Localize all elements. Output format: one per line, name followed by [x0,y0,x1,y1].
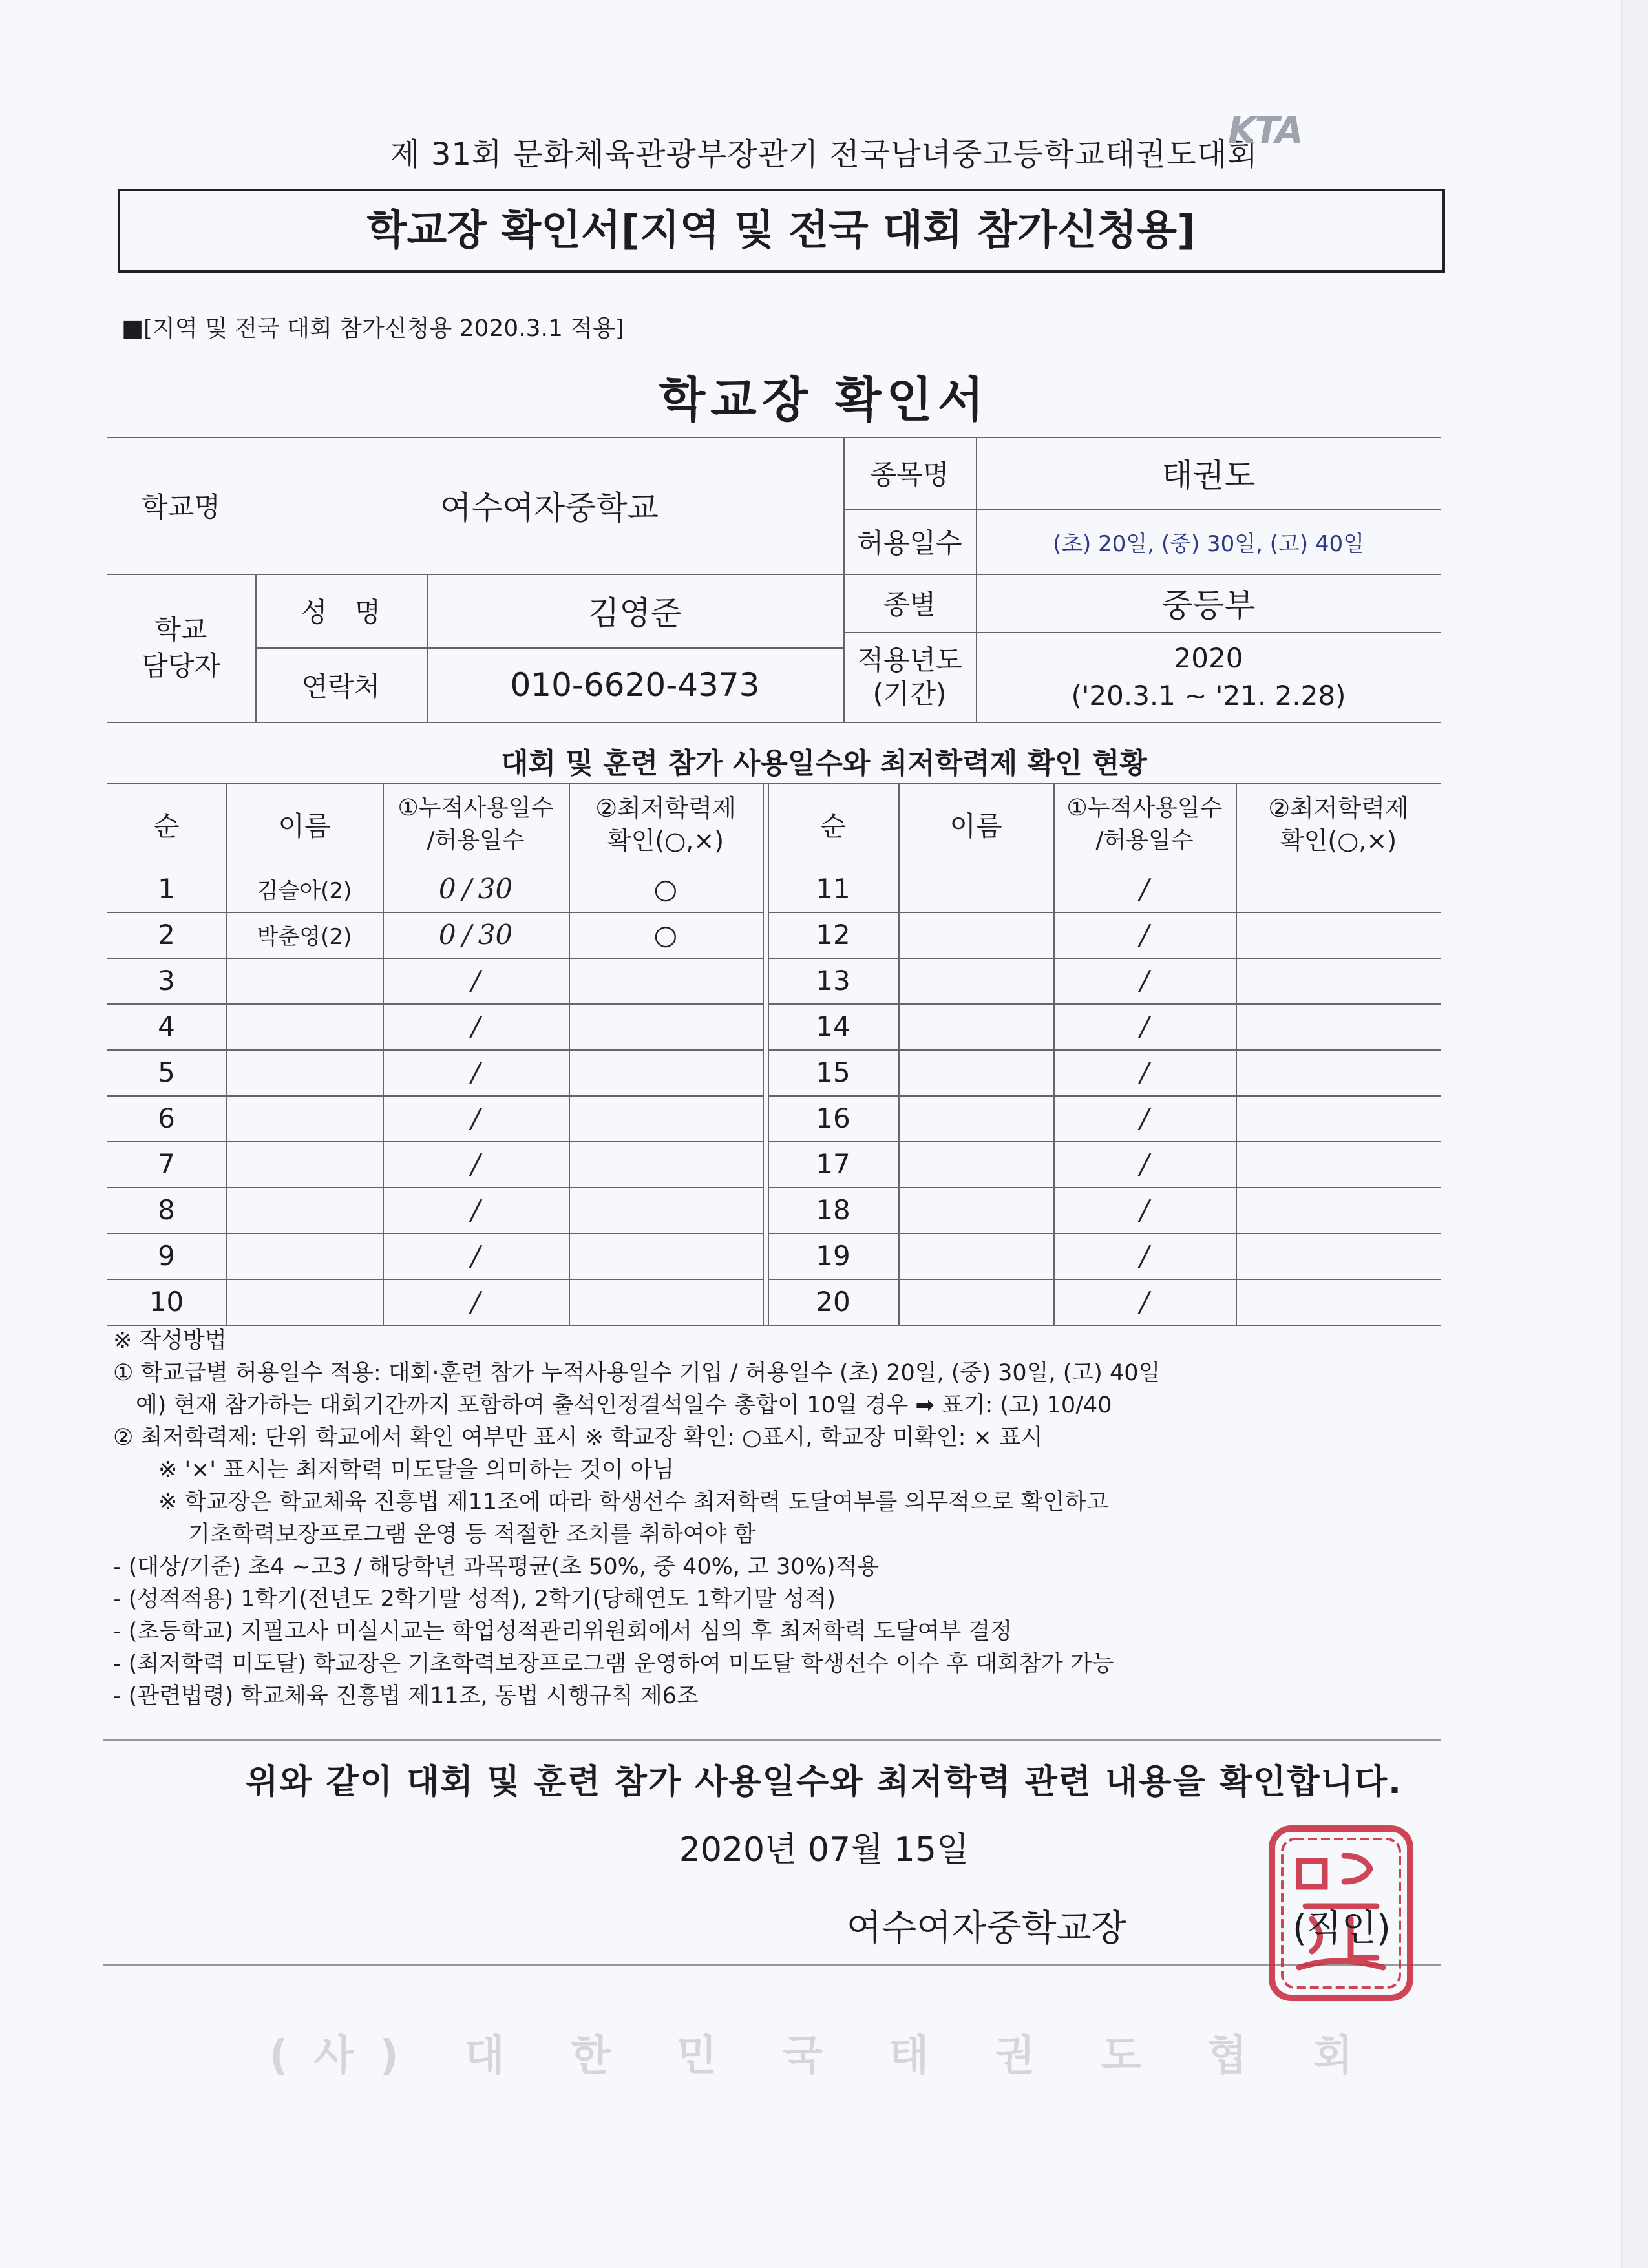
instruction-line: ② 최저학력제: 단위 학교에서 확인 여부만 표시 ※ 학교장 확인: ○표시, 학교장 미확인: × 표시 [113,1425,1043,1451]
student-name: 박춘영(2) [257,924,352,950]
header-name-right: 이름 [949,810,1002,842]
row-number: 8 [158,1194,175,1226]
academic-check [569,1049,763,1095]
used-allowed-days [1053,1095,1236,1141]
row-number: 13 [816,965,850,996]
instruction-line: - (초등학교) 지필고사 미실시교는 학업성적관리위원회에서 심의 후 최저학력 도달여부 결정 [113,1619,1013,1644]
row-number: 20 [816,1286,850,1318]
association-name: (사) 대 한 민 국 태 권 도 협 회 [269,2032,1379,2080]
academic-check [1236,1003,1441,1049]
school-manager-label: 학교 담당자 [142,613,220,682]
writing-instructions [113,1325,1503,1712]
used-allowed-days [383,1003,569,1049]
used-allowed-days [1053,1141,1236,1187]
applied-year-value: 2020 [1174,642,1243,674]
division-label: 종별 [883,589,936,620]
instruction-line: - (성적적용) 1학기(전년도 2학기말 성적), 2학기(당해연도 1학기말 성적) [113,1586,836,1612]
academic-check [1236,1095,1441,1141]
row-number: 11 [816,873,850,905]
academic-check [1236,1187,1441,1233]
signed-date: 2020년 07월 15일 [679,1831,969,1869]
slash-separator: / [470,1148,481,1180]
header-no-right: 순 [819,810,847,842]
student-name [898,1049,1053,1095]
used-allowed-days [1053,1049,1236,1095]
row-number: 19 [816,1240,850,1272]
instruction-line: 예) 현재 참가하는 대회기간까지 포함하여 출석인정결석일수 총합이 10일 경우 ➡ 표기: (고) 10/40 [113,1392,1112,1418]
academic-check [569,1233,763,1279]
row-number: 5 [158,1056,175,1088]
student-name [898,1095,1053,1141]
used-allowed-days [383,1095,569,1141]
row-number: 1 [158,873,175,905]
slash-separator: / [470,1240,481,1272]
manager-name-label: 성 명 [301,596,381,628]
event-title: 제 31회 문화체육관광부장관기 전국남녀중고등학교태권도대회 [390,136,1258,173]
school-name-value: 여수여자중학교 [439,489,659,527]
student-name [226,1141,383,1187]
academic-check [569,1095,763,1141]
row-number: 9 [158,1240,175,1272]
slash-separator: / [1139,873,1150,905]
instruction-line: - (최저학력 미도달) 학교장은 기초학력보장프로그램 운영하여 미도달 학생선수 이수 후 대회참가 가능 [113,1651,1114,1677]
event-name-value: 태권도 [1161,457,1256,494]
academic-check [1236,1279,1441,1325]
header-no-left: 순 [153,810,180,842]
row-number: 6 [158,1102,175,1134]
used-allowed-days [383,1141,569,1187]
slash-separator: / [1139,1056,1150,1088]
row-number: 2 [158,919,175,950]
student-name [226,958,383,1003]
slash-separator: / [470,1011,481,1042]
academic-check [1236,1049,1441,1095]
instructions-heading: ※ 작성방법 [113,1328,227,1354]
allowed-days-label: 허용일수 [857,527,962,559]
instruction-line: - (대상/기준) 초4 ~고3 / 해당학년 과목평균(초 50%, 중 40%, 고 30%)적용 [113,1554,880,1580]
academic-check [1236,958,1441,1003]
instruction-line: ① 학교급별 허용일수 적용: 대회·훈련 참가 누적사용일수 기입 / 허용일수 (초) 20일, (중) 30일, (고) 40일 [113,1360,1161,1386]
used-allowed-days [1053,1003,1236,1049]
academic-check [569,958,763,1003]
academic-check [569,1279,763,1325]
header-academic-right: ②최저학력제 확인(○,×) [1268,794,1409,855]
manager-name-value: 김영준 [588,594,682,632]
academic-check [1236,912,1441,958]
header-days-left: ①누적사용일수 /허용일수 [397,795,554,854]
academic-check [569,1187,763,1233]
slash-separator: / [470,1102,481,1134]
student-name [898,1279,1053,1325]
student-name [226,1279,383,1325]
row-number: 4 [158,1011,175,1042]
academic-check [1236,866,1441,912]
student-name [898,1233,1053,1279]
row-number: 15 [816,1056,850,1088]
slash-separator: / [462,919,472,950]
used-allowed-days [383,912,569,958]
allowed-days: 30 [478,919,513,950]
kta-logo: KTA [1228,110,1302,152]
confirmation-statement: 위와 같이 대회 및 훈련 참가 사용일수와 최저학력 관련 내용을 확인합니다. [246,1763,1402,1801]
student-name [226,1049,383,1095]
event-name-label: 종목명 [870,459,949,490]
official-seal-note: (직인) [1293,1907,1391,1949]
header-academic-left: ②최저학력제 확인(○,×) [595,794,736,855]
student-name [898,1141,1053,1187]
slash-separator: / [1139,1194,1150,1226]
student-name [226,1095,383,1141]
used-allowed-days [383,1049,569,1095]
status-title: 대회 및 훈련 참가 사용일수와 최저학력제 확인 현황 [501,747,1147,780]
instruction-line: ※ '×' 표시는 최저학력 미도달을 의미하는 것이 아님 [113,1457,675,1483]
used-allowed-days [1053,912,1236,958]
slash-separator: / [470,1286,481,1318]
slash-separator: / [1139,1240,1150,1272]
row-number: 10 [149,1286,184,1318]
used-days: 0 [438,873,456,905]
applicable-note: ■[지역 및 전국 대회 참가신청용 2020.3.1 적용] [121,315,624,342]
slash-separator: / [1139,1286,1150,1318]
slash-separator: / [1139,1011,1150,1042]
contact-value: 010-6620-4373 [510,666,760,704]
slash-separator: / [470,1194,481,1226]
row-number: 17 [816,1148,850,1180]
applied-year-label: 적용년도 (기간) [857,644,962,709]
academic-check [569,1141,763,1187]
academic-check [569,1003,763,1049]
student-name [226,1187,383,1233]
academic-check [1236,1141,1441,1187]
student-name [226,1003,383,1049]
row-number: 7 [158,1148,175,1180]
student-name [898,1187,1053,1233]
slash-separator: / [470,965,481,996]
used-allowed-days [1053,958,1236,1003]
used-allowed-days [383,1187,569,1233]
header-name-left: 이름 [278,810,331,842]
used-allowed-days [1053,1233,1236,1279]
paper-edge [1621,0,1648,2268]
applied-period-value: ('20.3.1 ~ '21. 2.28) [1071,679,1346,711]
school-name-label: 학교명 [142,491,220,523]
student-name [898,912,1053,958]
student-name [898,958,1053,1003]
slash-separator: / [1139,1148,1150,1180]
instruction-line: ※ 학교장은 학교체육 진흥법 제11조에 따라 학생선수 최저학력 도달여부를 의무적으로 확인하고 [113,1489,1108,1515]
used-allowed-days [383,1233,569,1279]
principal-title: 여수여자중학교장 [847,1907,1126,1949]
row-number: 16 [816,1102,850,1134]
allowed-days-value: (초) 20일, (중) 30일, (고) 40일 [1052,530,1365,557]
row-number: 14 [816,1011,850,1042]
used-allowed-days [1053,1279,1236,1325]
slash-separator: / [470,1056,481,1088]
used-allowed-days [383,958,569,1003]
contact-label: 연락처 [301,670,381,702]
student-name [226,1233,383,1279]
applied-year-cell [976,632,1441,722]
main-title: 학교장 확인서 [659,372,989,428]
student-name [898,866,1053,912]
student-name: 김슬아(2) [257,878,352,904]
slash-separator: / [1139,1102,1150,1134]
academic-check: ○ [653,919,678,950]
allowed-days: 30 [478,873,513,905]
academic-check: ○ [653,873,678,905]
instruction-line: - (관련법령) 학교체육 진흥법 제11조, 동법 시행규칙 제6조 [113,1683,699,1709]
document-title: 학교장 확인서[지역 및 전국 대회 참가신청용] [118,189,1445,273]
instruction-line: 기초학력보장프로그램 운영 등 적절한 조치를 취하여야 함 [113,1522,756,1548]
used-allowed-days [1053,1187,1236,1233]
used-allowed-days [383,1279,569,1325]
slash-separator: / [1139,965,1150,996]
division-value: 중등부 [1161,587,1256,624]
used-allowed-days [383,866,569,912]
row-number: 3 [158,965,175,996]
row-number: 18 [816,1194,850,1226]
used-days: 0 [438,919,456,950]
used-allowed-days [1053,866,1236,912]
header-days-right: ①누적사용일수 /허용일수 [1066,795,1223,854]
slash-separator: / [462,873,472,905]
student-name [898,1003,1053,1049]
row-number: 12 [816,919,850,950]
slash-separator: / [1139,919,1150,950]
academic-check [1236,1233,1441,1279]
